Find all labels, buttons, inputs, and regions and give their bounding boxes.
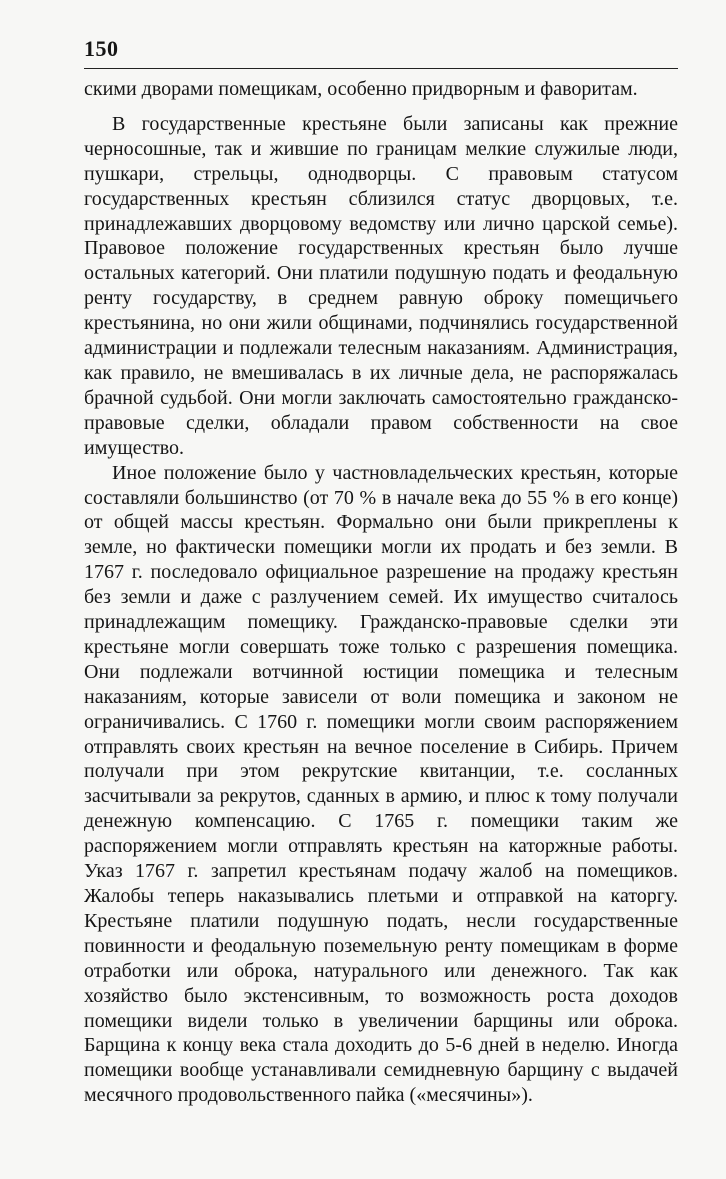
body-text — [84, 77, 678, 1108]
page-header — [84, 36, 678, 69]
paragraph-state-peasants: В государственные крестьяне были записаны как прежние черносошные, так и жившие по границам мелкие служилые люди, пушкари, стрельцы, однодворцы. С правовым статусом государственных крестьян сблизился статус дворцовых, т.е. принадлежавших дворцовому ведомству или лично царской семье). Правовое положение государственных крестьян было лучше остальных категорий. Они платили подушную подать и феодальную ренту государству, в среднем равную оброку помещичьего крестьянина, но они жили общинами, подчинялись государственной администрации и подлежали телесным наказаниям. Администрация, как правило, не вмешивалась в их личные дела, не распоряжалась брачной судьбой. Они могли заключать самостоятельно гражданско-правовые сделки, обладали правом собственности на свое имущество. — [84, 112, 678, 459]
paragraph-private-peasants: Иное положение было у частновладельческих крестьян, которые составляли большинство (от 70 % в начале века до 55 % в его конце) от общей массы крестьян. Формально они были прикреплены к земле, но фактически помещики могли их продать и без земли. В 1767 г. последовало официальное разрешение на продажу крестьян без земли и даже с разлучением семей. Их имущество считалось принадлежащим помещику. Гражданско-правовые сделки эти крестьяне могли совершать тоже только с разрешения помещика. Они подлежали вотчинной юстиции помещика и телесным наказаниям, которые зависели от воли помещика и законом не ограничивались. С 1760 г. помещики могли своим распоряжением отправлять своих крестьян на вечное поселение в Сибирь. Причем получали при этом рекрутские квитанции, т.е. сосланных засчитывали за рекрутов, сданных в армию, и плюс к тому получали денежную компенсацию. С 1765 г. помещики таким же распоряжением могли отправлять крестьян на каторжные работы. Указ 1767 г. запретил крестьянам подачу жалоб на помещиков. Жалобы теперь наказывались плетьми и отправкой на каторгу. Крестьяне платили подушную подать, несли государственные повинности и феодальную поземельную ренту помещикам в форме отработки или оброка, натурального или денежного. Так как хозяйство было экстенсивным, то возможность роста доходов помещики видели только в увеличении барщины или оброка. Барщина к концу века стала доходить до 5-6 дней в неделю. Иногда помещики вообще устанавливали семидневную барщину с выдачей месячного продовольственного пайка («месячины»). — [84, 461, 678, 1107]
book-page — [84, 36, 678, 1108]
paragraph-continuation: скими дворами помещикам, особенно придворным и фаворитам. — [84, 78, 638, 100]
page-number: 150 — [84, 36, 119, 61]
